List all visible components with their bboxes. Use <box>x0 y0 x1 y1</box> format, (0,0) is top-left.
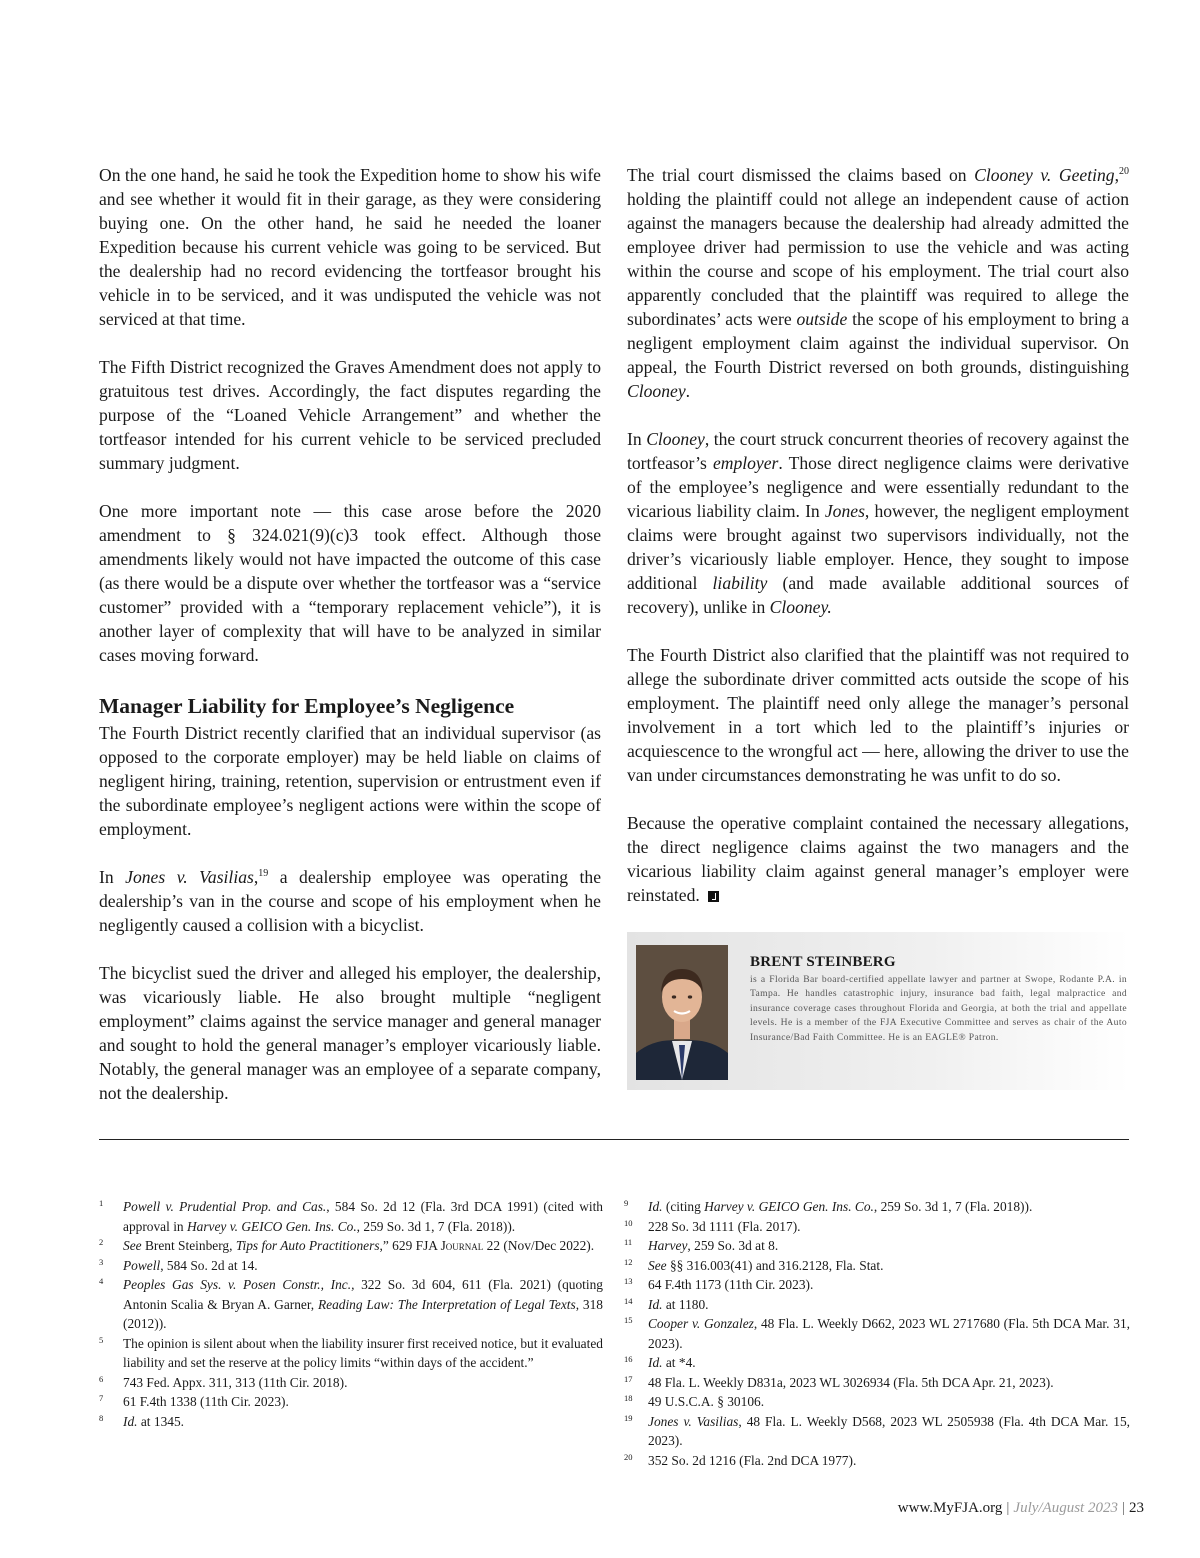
footnote: 6 743 Fed. Appx. 311, 313 (11th Cir. 2018). <box>99 1373 348 1390</box>
footnote: 14 Id. at 1180. <box>624 1295 709 1312</box>
case-citation: Clooney <box>646 429 705 449</box>
page-number: 23 <box>1129 1500 1144 1516</box>
footnote: 10 228 So. 3d 1111 (Fla. 2017). <box>624 1217 801 1234</box>
footnote-ref[interactable]: 19 <box>258 868 269 880</box>
footnote: 15 Cooper v. Gonzalez, 48 Fla. L. Weekly D662, 2023 WL 2717680 (Fla. 5th DCA Mar. 31, 2023). <box>624 1315 1130 1351</box>
footnote-divider <box>99 1139 1129 1140</box>
author-portrait-icon <box>636 945 728 1080</box>
footnote: 16 Id. at *4. <box>624 1354 696 1370</box>
author-photo <box>636 945 728 1080</box>
body-paragraph: The Fourth District recently clarified that an individual supervisor (as opposed to the corporate employer) may be held liable on claims of negligent hiring, training, retention, supervision or entrustment even if the subordinate employee’s negligent actions were within the scope of employment. <box>99 723 601 839</box>
body-paragraph: The Fifth District recognized the Graves Amendment does not apply to gratuitous test drives. Accordingly, the fact disputes regarding the purpose of the “Loaned Vehicle Arrangement” and whether the tortfeasor intended for his current vehicle to be serviced precluded summary judgment. <box>99 357 601 473</box>
footnote: 20 352 So. 2d 1216 (Fla. 2nd DCA 1977). <box>624 1451 857 1468</box>
body-paragraph: Because the operative complaint contained the necessary allegations, the direct negligence claims against the two managers and the vicarious liability claim against general manager’s employer were reinstated. <box>627 813 1129 905</box>
body-paragraph: The trial court dismissed the claims based on Clooney v. Geeting,$^{20}$ holding the plaintiff could not allege an independent cause of action against the managers because the dealership had already admitted the employee driver had permission to use the vehicle and was acting within the course and scope of his employment. The trial court also apparently concluded that the plaintiff was required to allege the subordinates’ acts were outside the scope of his employment to bring a negligent employment claim against the individual supervisor. On appeal, the Fourth District reversed on both grounds, distinguishing Clooney. <box>627 165 1130 401</box>
page-footer: www.MyFJA.org | July/August 2023 | 23 <box>897 1500 1144 1516</box>
case-citation: Clooney v. Geeting <box>974 165 1115 185</box>
footnote: 3 Powell, 584 So. 2d at 14. <box>99 1256 258 1273</box>
author-name: BRENT STEINBERG <box>750 954 896 970</box>
footnote: 9 Id. (citing Harvey v. GEICO Gen. Ins. Co., 259 So. 3d 1, 7 (Fla. 2018)). <box>624 1198 1033 1214</box>
footnote: 17 48 Fla. L. Weekly D831a, 2023 WL 3026934 (Fla. 5th DCA Apr. 21, 2023). <box>624 1373 1054 1390</box>
body-paragraph: In Clooney, the court struck concurrent theories of recovery against the tortfeasor’s employer. Those direct negligence claims were derivative of the employee’s negligence and were essentially redundant to the vicarious liability claim. In Jones, however, the negligent employment claims were brought against two supervisors individually, not the driver’s vicariously liable employer. Hence, they sought to impose additional liability (and made available additional sources of recovery), unlike in Clooney. <box>627 429 1129 617</box>
right-column <box>627 163 1129 931</box>
footnotes-right <box>624 1197 1130 1470</box>
footnote: 18 49 U.S.C.A. § 30106. <box>624 1393 765 1409</box>
issue-date: July/August 2023 <box>1013 1500 1118 1516</box>
body-paragraph: On the one hand, he said he took the Expedition home to show his wife and see whether it would fit in their garage, as they were considering buying one. On the other hand, he said he needed the loaner Expedition because his current vehicle was going to be serviced. But the dealership had no record evidencing the tortfeasor brought his vehicle in to be serviced, and it was undisputed the vehicle was not serviced at that time. <box>99 165 601 329</box>
footnotes-left <box>99 1197 603 1431</box>
footnote: 4 Peoples Gas Sys. v. Posen Constr., Inc., 322 So. 3d 604, 611 (Fla. 2021) (quoting Antonin Scalia & Bryan A. Garner, Reading Law: The Interpretation of Legal Texts, 318 (2012)). <box>99 1276 603 1331</box>
case-citation: Clooney <box>627 381 686 401</box>
footnote: 13 64 F.4th 1173 (11th Cir. 2023). <box>624 1276 814 1292</box>
footnote: 11 Harvey, 259 So. 3d at 8. <box>624 1237 779 1253</box>
author-bio-box <box>627 932 1129 1090</box>
footnote: 1 Powell v. Prudential Prop. and Cas., 584 So. 2d 12 (Fla. 3rd DCA 1991) (cited with approval in Harvey v. GEICO Gen. Ins. Co., 259 So. 3d 1, 7 (Fla. 2018)). <box>99 1198 603 1234</box>
body-paragraph: The bicyclist sued the driver and alleged his employer, the dealership, was vicariously liable. He also brought multiple “negligent employment” claims against the service manager and general manager and sought to hold the general manager’s employer vicariously liable. Notably, the general manager was an employee of a separate company, not the dealership. <box>99 963 601 1103</box>
footnote: 19 Jones v. Vasilias, 48 Fla. L. Weekly D568, 2023 WL 2505938 (Fla. 4th DCA Mar. 15, 2023). <box>624 1412 1130 1448</box>
section-heading: Manager Liability for Employee’s Negligence <box>99 694 515 718</box>
footnote-ref[interactable]: 20 <box>1119 166 1129 178</box>
website-link[interactable]: www.MyFJA.org <box>897 1500 1003 1516</box>
author-bio-text: is a Florida Bar board-certified appellate lawyer and partner at Swope, Rodante P.A. in Tampa. He handles catastrophic injury, insurance bad faith, legal malpractice and insurance coverage cases throughout Florida and Georgia, at both the trial and appellate levels. He is a member of the FJA Executive Committee and serves as chair of the Auto Insurance/Bad Faith Committee. He is an EAGLE® Patron. <box>750 974 1127 1043</box>
body-paragraph: One more important note — this case arose before the 2020 amendment to § 324.021(9)(c)3 took effect. Although those amendments likely would not have impacted the outcome of this case (as there would be a dispute over whether the tortfeasor was a “service customer” provided with a “temporary replacement vehicle”), it is another layer of complexity that will have to be analyzed in similar cases moving forward. <box>99 501 601 665</box>
left-column <box>99 163 601 1129</box>
body-paragraph: The Fourth District also clarified that the plaintiff was not required to allege the subordinate driver committed acts outside the scope of his employment. The plaintiff need only allege the manager’s personal involvement in a tort which led to the plaintiff’s injuries or acquiescence to the wrongful act — here, allowing the driver to use the van under circumstances demonstrating he was unfit to do so. <box>627 645 1129 785</box>
case-citation: Jones <box>824 501 865 521</box>
footnote: 7 61 F.4th 1338 (11th Cir. 2023). <box>99 1393 289 1409</box>
case-citation: Jones v. Vasilias <box>125 867 254 887</box>
footnote: 12 See §§ 316.003(41) and 316.2128, Fla. Stat. <box>624 1256 884 1273</box>
body-paragraph: In Jones v. Vasilias,$^{19}$ a dealership employee was operating the dealership’s van in the course and scope of his employment when he negligently caused a collision with a bicyclist. <box>99 867 602 935</box>
footnote: 5 The opinion is silent about when the liability insurer first received notice, but it evaluated liability and set the reserve at the policy limits “within days of the accident.” <box>99 1334 603 1370</box>
footnote: 8 Id. at 1345. <box>99 1412 185 1429</box>
footnote: 2 See Brent Steinberg, Tips for Auto Practitioners,” 629 FJA Journal 22 (Nov/Dec 2022). <box>99 1237 595 1253</box>
end-of-article-icon <box>708 891 719 902</box>
case-citation: Clooney. <box>769 597 832 617</box>
